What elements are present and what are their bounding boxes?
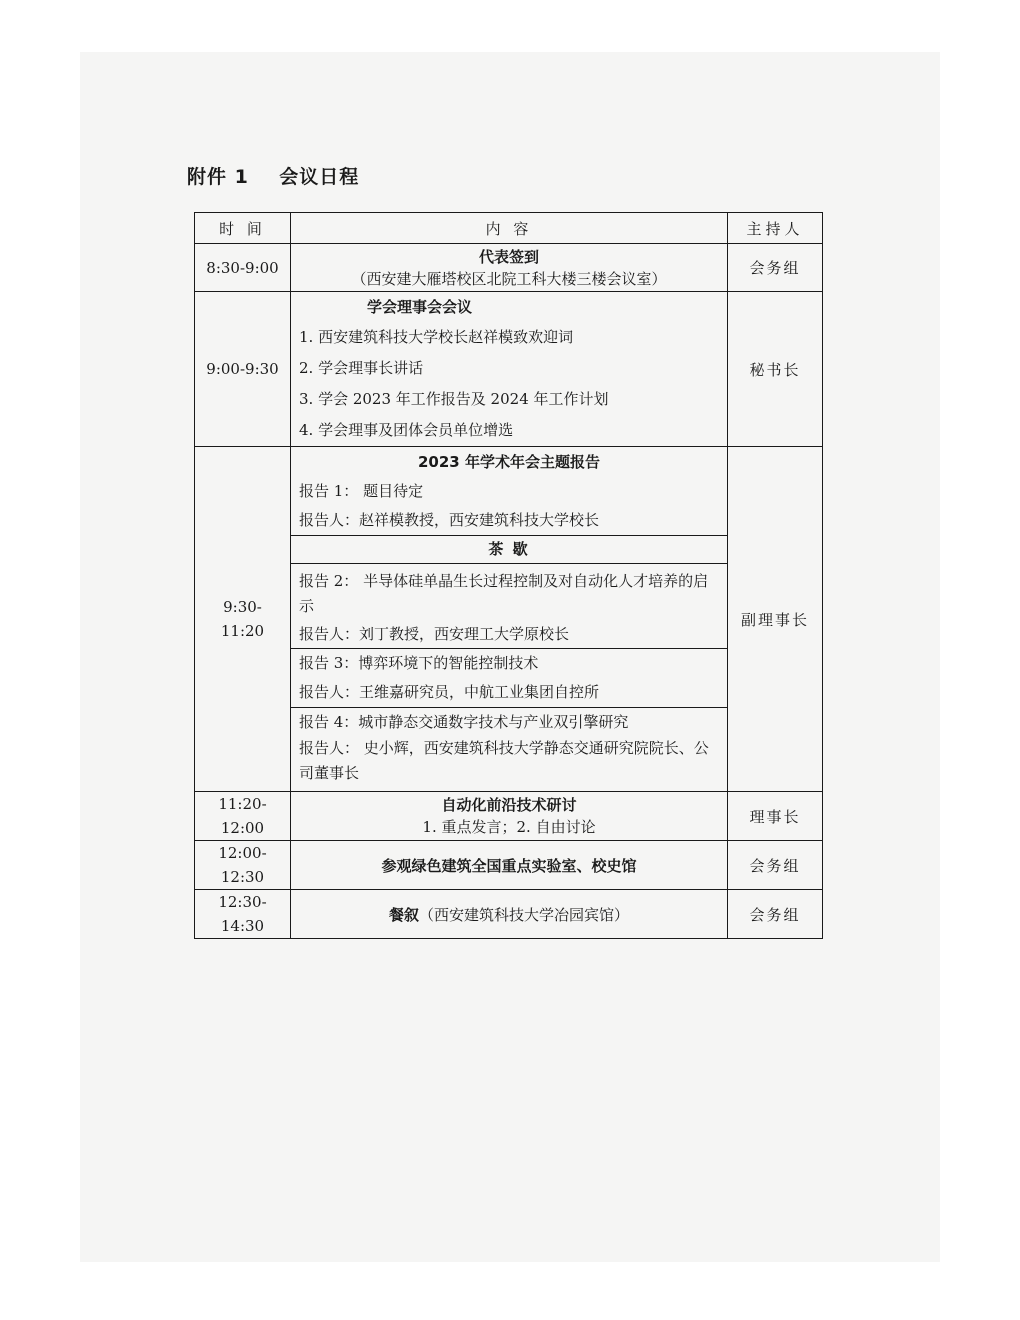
report-block	[291, 563, 727, 648]
host-cell: 理事长	[728, 792, 823, 841]
report-title: 报告 2： 半导体硅单晶生长过程控制及对自动化人才培养的启示	[299, 572, 709, 615]
report-speaker: 报告人：刘丁教授，西安理工大学原校长	[299, 625, 570, 643]
time-line: 9:30-	[223, 598, 262, 616]
header-content: 内 容	[291, 213, 728, 244]
report-block	[291, 447, 727, 535]
row-line: 1. 西安建筑科技大学校长赵祥模致欢迎词	[299, 328, 574, 346]
table-row	[195, 447, 823, 792]
row-heading: 餐叙	[388, 905, 419, 924]
report-block	[291, 648, 727, 707]
document-title: 附件 1 会议日程	[187, 166, 360, 188]
time-line: 12:00-	[218, 844, 267, 862]
report-speaker: 报告人： 史小辉，西安建筑科技大学静态交通研究院院长、公司董事长	[299, 739, 709, 782]
host-cell: 秘书长	[728, 292, 823, 447]
row-heading: 参观绿色建筑全国重点实验室、校史馆	[381, 856, 637, 875]
report-title: 报告 1： 题目待定	[299, 482, 424, 500]
content-cell	[291, 244, 728, 292]
table-row	[195, 890, 823, 939]
header-time: 时 间	[195, 213, 291, 244]
row-line: 2. 学会理事长讲话	[299, 359, 424, 377]
host-cell: 副理事长	[728, 447, 823, 792]
time-line: 12:30	[220, 868, 265, 886]
content-cell	[291, 792, 728, 841]
row-line: 1. 重点发言；2. 自由讨论	[422, 818, 596, 836]
report-title: 报告 3：博弈环境下的智能控制技术	[299, 654, 539, 672]
host-cell: 会务组	[728, 244, 823, 292]
time-cell	[195, 447, 291, 792]
row-line: （西安建大雁塔校区北院工科大楼三楼会议室）	[351, 269, 667, 288]
table-header-row	[195, 213, 823, 244]
time-cell: 8:30-9:00	[195, 244, 291, 292]
table-row	[195, 792, 823, 841]
content-cell	[291, 890, 728, 939]
table-row	[195, 292, 823, 447]
host-cell: 会务组	[728, 890, 823, 939]
time-line: 11:20-	[218, 795, 267, 813]
schedule-table	[194, 212, 823, 939]
time-cell	[195, 841, 291, 890]
table-row	[195, 841, 823, 890]
table-row	[195, 244, 823, 292]
row-heading: 代表签到	[478, 247, 539, 266]
row-heading: 学会理事会会议	[367, 298, 473, 316]
header-host: 主持人	[728, 213, 823, 244]
row-heading: 2023 年学术年会主题报告	[418, 453, 600, 471]
time-cell: 9:00-9:30	[195, 292, 291, 447]
time-cell	[195, 890, 291, 939]
time-line: 12:30-	[218, 893, 267, 911]
row-heading-suffix: （西安建筑科技大学冶园宾馆）	[419, 905, 630, 924]
time-line: 11:20	[220, 622, 265, 640]
row-line: 3. 学会 2023 年工作报告及 2024 年工作计划	[299, 390, 609, 408]
tea-break: 茶 歇	[291, 535, 727, 563]
content-cell	[291, 292, 728, 447]
content-cell	[291, 447, 728, 792]
report-speaker: 报告人：王维嘉研究员，中航工业集团自控所	[299, 683, 600, 701]
report-title: 报告 4：城市静态交通数字技术与产业双引擎研究	[299, 713, 629, 731]
time-line: 12:00	[220, 819, 265, 837]
host-cell: 会务组	[728, 841, 823, 890]
report-speaker: 报告人：赵祥模教授，西安建筑科技大学校长	[299, 511, 600, 529]
time-line: 14:30	[220, 917, 265, 935]
row-line: 4. 学会理事及团体会员单位增选	[299, 421, 514, 439]
report-block	[291, 707, 727, 791]
time-cell	[195, 792, 291, 841]
row-heading: 自动化前沿技术研讨	[441, 796, 577, 814]
content-cell	[291, 841, 728, 890]
